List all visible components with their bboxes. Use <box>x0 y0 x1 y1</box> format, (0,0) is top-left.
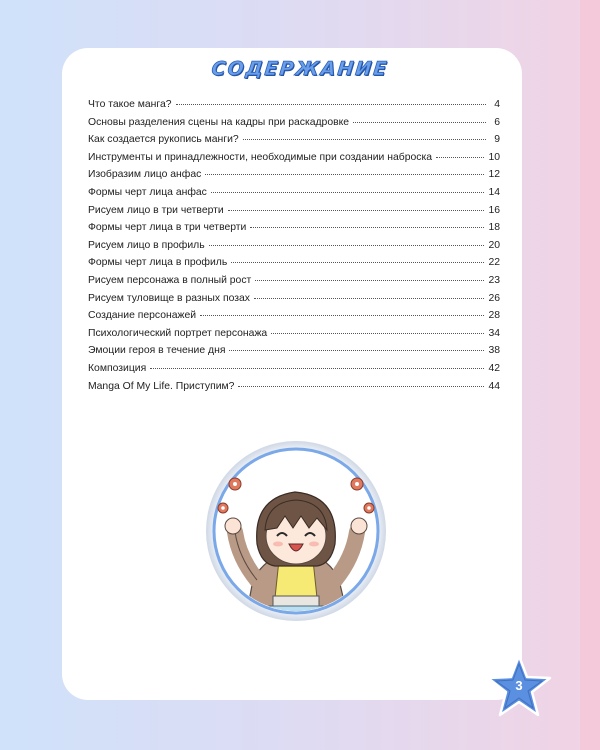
toc-item-label: Как создается рукопись манги? <box>88 134 239 146</box>
toc-item[interactable] <box>88 293 500 311</box>
toc-item-label: Рисуем персонажа в полный рост <box>88 274 252 286</box>
toc-item-page: 4 <box>494 99 500 110</box>
toc-leader-dots <box>150 368 484 369</box>
toc-item[interactable] <box>88 134 500 152</box>
toc-item-page: 12 <box>488 169 500 181</box>
toc-item[interactable] <box>88 117 500 135</box>
toc-item-label: Формы черт лица анфас <box>88 186 207 198</box>
toc-leader-dots <box>436 157 484 158</box>
toc-item-page: 10 <box>488 151 500 163</box>
toc-item[interactable] <box>88 222 500 240</box>
toc-item-page: 22 <box>488 257 500 269</box>
toc-item[interactable] <box>88 152 500 170</box>
toc-leader-dots <box>271 333 484 334</box>
toc-leader-dots <box>229 350 484 351</box>
toc-item-label: Композиция <box>88 362 147 374</box>
toc-item-label: Manga Of My Life. Приступим? <box>88 380 235 392</box>
toc-leader-dots <box>231 262 484 263</box>
toc-item-label: Формы черт лица в профиль <box>88 257 228 269</box>
toc-item[interactable] <box>88 345 500 363</box>
toc-leader-dots <box>243 139 486 140</box>
toc-leader-dots <box>228 210 485 211</box>
toc-leader-dots <box>211 192 485 193</box>
toc-item[interactable] <box>88 257 500 275</box>
page-number: 3 <box>515 678 523 693</box>
flower-icon <box>218 503 228 513</box>
toc-item-label: Формы черт лица в три четверти <box>88 222 247 234</box>
toc-item-page: 23 <box>488 274 500 286</box>
toc-item[interactable] <box>88 310 500 328</box>
toc-item-page: 18 <box>488 222 500 234</box>
toc-item-page: 20 <box>488 239 500 251</box>
toc-item-label: Создание персонажей <box>88 310 197 322</box>
toc-item-label: Рисуем лицо в три четверти <box>88 204 224 216</box>
toc-item[interactable] <box>88 275 500 293</box>
manga-girl-illustration <box>205 440 387 622</box>
flower-icon <box>351 478 363 490</box>
toc-item-label: Эмоции героя в течение дня <box>88 345 226 357</box>
toc-leader-dots <box>254 298 484 299</box>
toc-item-page: 6 <box>494 116 500 128</box>
toc-item-label: Изобразим лицо анфас <box>88 169 202 181</box>
toc-item-page: 44 <box>488 380 500 392</box>
toc-item-page: 38 <box>488 345 500 357</box>
toc-item-label: Инструменты и принадлежности, необходимые при создании наброска <box>88 151 433 163</box>
toc-item-page: 9 <box>494 134 500 146</box>
toc-item-label: Психологический портрет персонажа <box>88 327 268 339</box>
toc-item[interactable] <box>88 205 500 223</box>
toc-item-label: Основы разделения сцены на кадры при раскадровке <box>88 116 350 128</box>
toc-leader-dots <box>205 174 484 175</box>
toc-item[interactable] <box>88 381 500 399</box>
toc-item-page: 34 <box>488 327 500 339</box>
toc-item-label: Что такое манга? <box>88 99 172 110</box>
flower-icon <box>229 478 241 490</box>
flower-icon <box>364 503 374 513</box>
toc-item-page: 28 <box>488 310 500 322</box>
toc-leader-dots <box>353 122 486 123</box>
toc-item[interactable] <box>88 187 500 205</box>
toc-item[interactable] <box>88 363 500 381</box>
table-of-contents <box>88 99 500 398</box>
toc-item-page: 42 <box>488 362 500 374</box>
toc-item[interactable] <box>88 240 500 258</box>
toc-item-label: Рисуем туловище в разных позах <box>88 292 250 304</box>
toc-leader-dots <box>250 227 484 228</box>
toc-item-page: 14 <box>488 186 500 198</box>
toc-item[interactable] <box>88 169 500 187</box>
toc-item[interactable] <box>88 99 500 117</box>
page-edge-strip <box>580 0 600 750</box>
toc-item-page: 16 <box>488 204 500 216</box>
toc-item-label: Рисуем лицо в профиль <box>88 239 205 251</box>
toc-item[interactable] <box>88 328 500 346</box>
toc-item-page: 26 <box>488 292 500 304</box>
toc-leader-dots <box>238 386 484 387</box>
page-title: СОДЕРЖАНИЕ <box>210 58 390 80</box>
toc-leader-dots <box>200 315 484 316</box>
toc-leader-dots <box>255 280 484 281</box>
toc-leader-dots <box>176 104 486 105</box>
toc-leader-dots <box>209 245 485 246</box>
